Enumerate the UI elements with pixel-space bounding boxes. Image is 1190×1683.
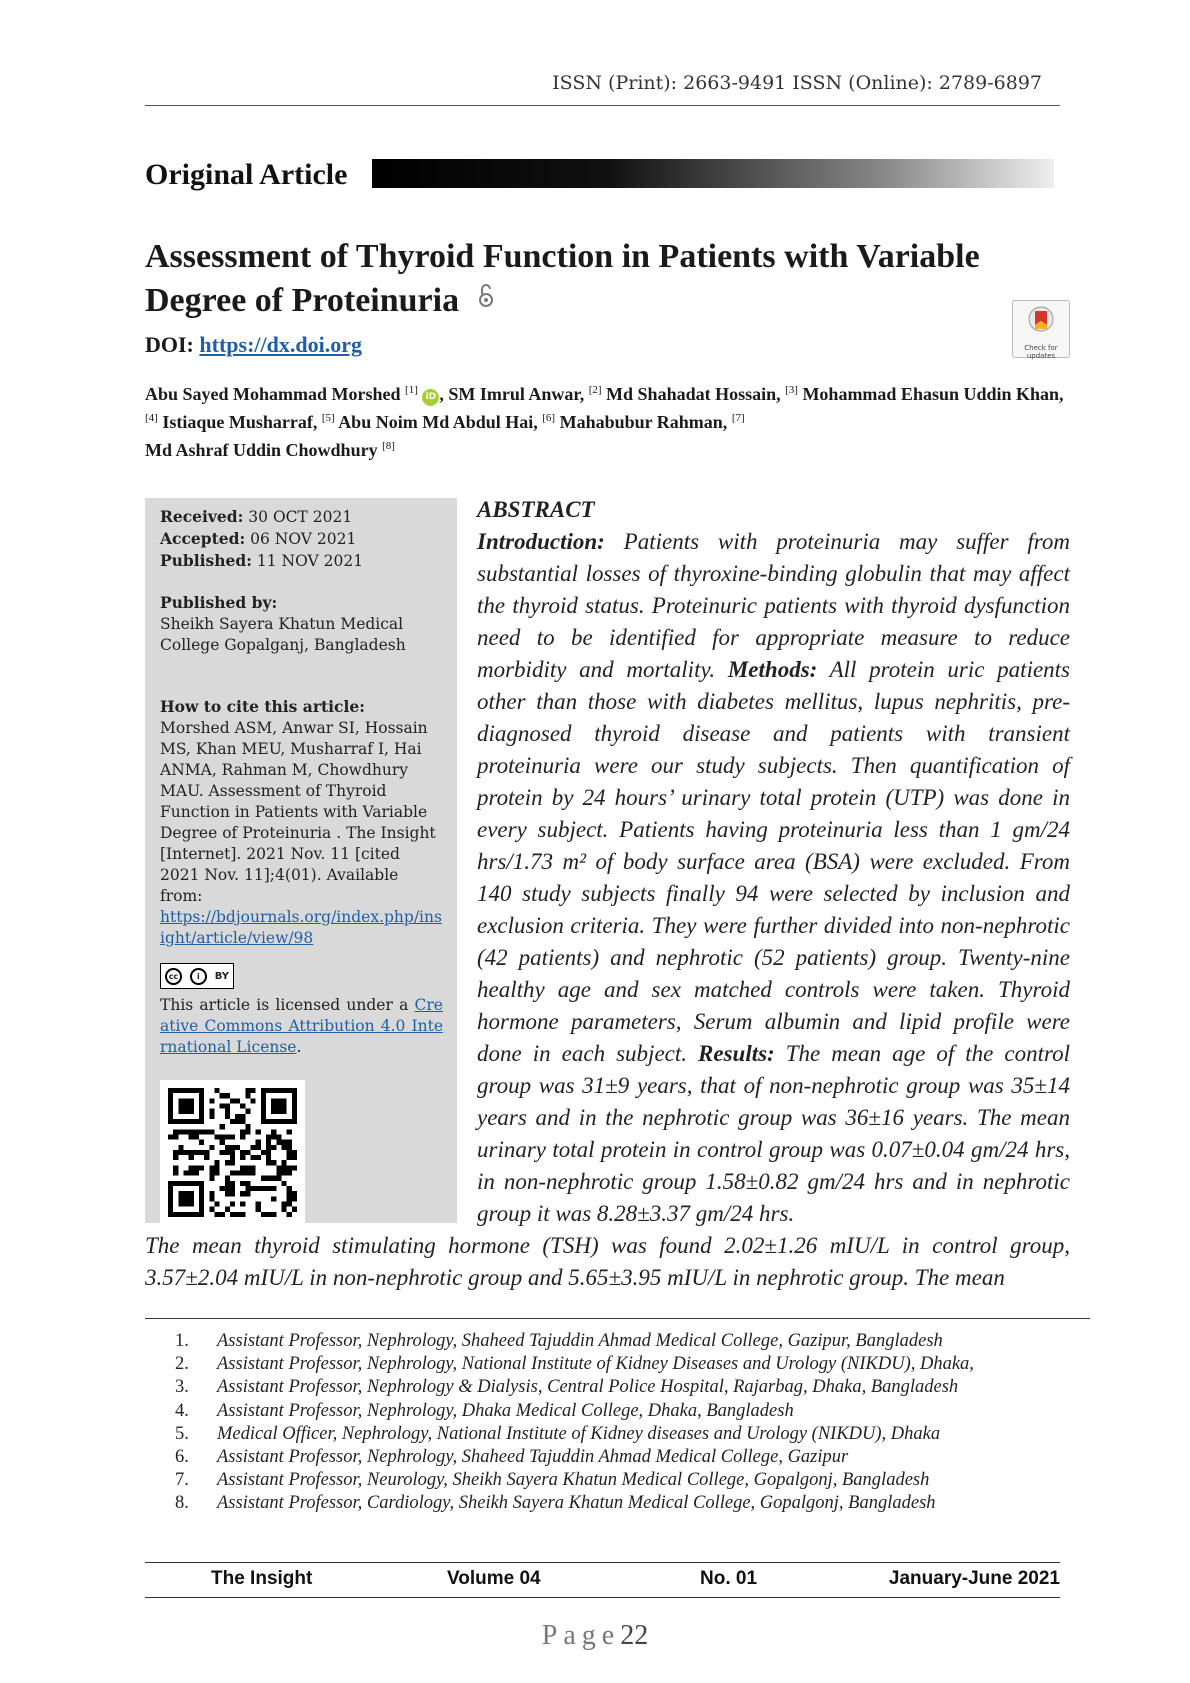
footer-rule-top xyxy=(145,1562,1060,1563)
affiliation-item: 2. Assistant Professor, Nephrology, National Institute of Kidney Diseases and Urology (NIKDU), Dhaka, xyxy=(175,1354,974,1375)
article-info-sidebar xyxy=(145,498,457,1223)
affiliation-item: 3. Assistant Professor, Nephrology & Dialysis, Central Police Hospital, Rajarbag, Dhaka, Bangladesh xyxy=(175,1377,959,1398)
results-text: The mean age of the control group was 31±9 years, that of non-nephrotic group was 35±14 years and in the nephrotic group was 36±16 years. The mean urinary total protein in control group was 0.07±0.04 gm/24 hrs, in non-nephrotic group 1.58±0.82 gm/24 hrs and in nephrotic group it was 8.28±3.37 gm/24 hrs. xyxy=(477,1041,1070,1226)
license-statement: This article is licensed under a Creative Commons Attribution 4.0 International License. xyxy=(160,996,443,1056)
results-label: Results: xyxy=(698,1041,775,1066)
header-rule xyxy=(145,105,1060,106)
author-ref: [5] xyxy=(321,412,335,424)
introduction-text: Patients with proteinuria may suffer from substantial losses of thyroxine-binding globulin that may affect the thyroid status. Proteinuric patients with thyroid dysfunction need to be identified for appropriate measure to reduce morbidity and mortality. xyxy=(477,529,1071,682)
license-link[interactable]: Creative Commons Attribution 4.0 International License xyxy=(160,996,443,1056)
abstract-heading: ABSTRACT xyxy=(477,497,595,522)
article-type: Original Article xyxy=(145,158,348,191)
footer-rule-bottom xyxy=(145,1597,1060,1598)
author-ref: [1] xyxy=(405,384,418,396)
affiliation-rule xyxy=(145,1318,1090,1319)
page-number-value: 22 xyxy=(620,1620,649,1651)
abstract-column xyxy=(477,494,1070,1230)
author-ref: [2] xyxy=(588,384,602,396)
issn-header: ISSN (Print): 2663-9491 ISSN (Online): 2789-6897 xyxy=(552,72,1042,94)
crossmark-icon xyxy=(1026,305,1056,337)
accepted-date: Accepted: 06 NOV 2021 xyxy=(160,529,357,548)
author-ref: [6] xyxy=(542,412,556,424)
author-name: Mohammad Ehasun Uddin Khan, xyxy=(802,384,1064,404)
affiliation-item: 5. Medical Officer, Nephrology, National Institute of Kidney diseases and Urology (NIKDU), Dhaka xyxy=(175,1423,941,1444)
publisher-heading: Published by: xyxy=(160,593,278,612)
methods-label: Methods: xyxy=(727,657,818,682)
open-access-icon xyxy=(478,278,494,320)
cc-icon: cc xyxy=(165,968,182,985)
author-list: Abu Sayed Mohammad Morshed [1] iD , SM Imrul Anwar, [2] Md Shahadat Hossain, [3] Mohammad Ehasun Uddin Khan, [4] Istiaque Musharraf, [5] Abu Noim Md Abdul Hai, [6] Mahabubur Rahman, [7] Md Ashraf Uddin Chowdhury [8] xyxy=(145,384,1064,460)
attribution-person-icon: i xyxy=(190,968,207,985)
author-ref: [7] xyxy=(731,412,745,424)
check-for-updates-badge[interactable] xyxy=(1012,300,1070,358)
page-word: Page xyxy=(541,1620,621,1651)
author-name: Md Shahadat Hossain, xyxy=(606,384,781,404)
citation-heading: How to cite this article: xyxy=(160,697,365,716)
author-name: SM Imrul Anwar, xyxy=(448,384,585,404)
author-ref: [8] xyxy=(382,440,395,452)
introduction-label: Introduction: xyxy=(477,529,605,554)
journal-name: The Insight xyxy=(211,1568,313,1589)
journal-footer xyxy=(145,1568,1060,1594)
cc-by-label: BY xyxy=(214,970,230,982)
abstract-continuation: The mean thyroid stimulating hormone (TSH) was found 2.02±1.26 mIU/L in control group, 3.57±2.04 mIU/L in non-nephrotic group and 5.65±3.95 mIU/L in nephrotic group. The mean xyxy=(145,1233,1070,1290)
page-number xyxy=(0,1620,1190,1652)
author-name: Abu Noim Md Abdul Hai, xyxy=(338,412,538,432)
article-type-gradient-bar xyxy=(372,159,1054,188)
article-title xyxy=(145,236,1085,322)
author-name: Abu Sayed Mohammad Morshed xyxy=(145,384,401,404)
issue-period: January-June 2021 xyxy=(888,1568,1060,1589)
published-date: Published: 11 NOV 2021 xyxy=(160,551,364,570)
orcid-icon[interactable]: iD xyxy=(422,389,439,406)
doi-label: DOI: xyxy=(145,332,194,357)
affiliation-item: 7. Assistant Professor, Neurology, Sheikh Sayera Khatun Medical College, Gopalgonj, Bangladesh xyxy=(175,1470,930,1491)
qr-code xyxy=(160,1080,305,1225)
affiliation-item: 4. Assistant Professor, Nephrology, Dhaka Medical College, Dhaka, Bangladesh xyxy=(175,1400,794,1421)
author-ref: [3] xyxy=(785,384,798,396)
publisher-name: Sheikh Sayera Khatun Medical College Gopalganj, Bangladesh xyxy=(160,615,406,654)
author-name: Md Ashraf Uddin Chowdhury xyxy=(145,440,378,460)
received-date: Received: 30 OCT 2021 xyxy=(160,507,353,526)
article-title-text: Assessment of Thyroid Function in Patients with Variable Degree of Proteinuria xyxy=(145,238,980,319)
methods-text: All protein uric patients other than those with diabetes mellitus, lupus nephritis, pre-diagnosed thyroid disease and patients with transient proteinuria were our study subjects. Then quantification of protein by 24 hours’ urinary total protein (UTP) was done in every subject. Patients having proteinuria less than 1 gm/24 hrs/1.73 m² of body surface area (BSA) were excluded. From 140 study subjects finally 94 were selected by inclusion and exclusion criteria. They were further divided into non-nephrotic (42 patients) and nephrotic (52 patients) group. Twenty-nine healthy age and sex matched controls were taken. Thyroid hormone parameters, Serum albumin and lipid profile were done in each subject. xyxy=(477,657,1071,1066)
affiliation-item: 6. Assistant Professor, Nephrology, Shaheed Tajuddin Ahmad Medical College, Gazipur xyxy=(175,1447,849,1468)
abstract-body xyxy=(477,529,1070,1226)
doi-line xyxy=(145,332,362,358)
check-for-updates-label: Check for updates xyxy=(1024,344,1058,360)
citation-link[interactable]: https://bdjournals.org/index.php/insight/article/view/98 xyxy=(160,908,442,947)
author-name: Mahabubur Rahman, xyxy=(559,412,728,432)
citation-text: Morshed ASM, Anwar SI, Hossain MS, Khan MEU, Musharraf I, Hai ANMA, Rahman M, Chowdhury MAU. Assessment of Thyroid Function in Patients with Variable Degree of Proteinuria . The Insight [Internet]. 2021 Nov. 11 [cited 2021 Nov. 11];4(01). Available from: xyxy=(160,719,436,905)
author-ref: [4] xyxy=(145,412,158,424)
issue-number: No. 01 xyxy=(700,1568,758,1589)
volume: Volume 04 xyxy=(447,1568,541,1589)
doi-link[interactable]: https://dx.doi.org xyxy=(199,332,362,357)
cc-by-license-icon[interactable] xyxy=(160,963,234,989)
affiliation-item: 8. Assistant Professor, Cardiology, Sheikh Sayera Khatun Medical College, Gopalgonj, Bangladesh xyxy=(175,1493,936,1514)
qr-code-image xyxy=(168,1088,297,1217)
affiliation-list xyxy=(175,1330,974,1516)
affiliation-item: 1. Assistant Professor, Nephrology, Shaheed Tajuddin Ahmad Medical College, Gazipur, Bangladesh xyxy=(175,1331,943,1351)
author-name: Istiaque Musharraf, xyxy=(162,412,318,432)
